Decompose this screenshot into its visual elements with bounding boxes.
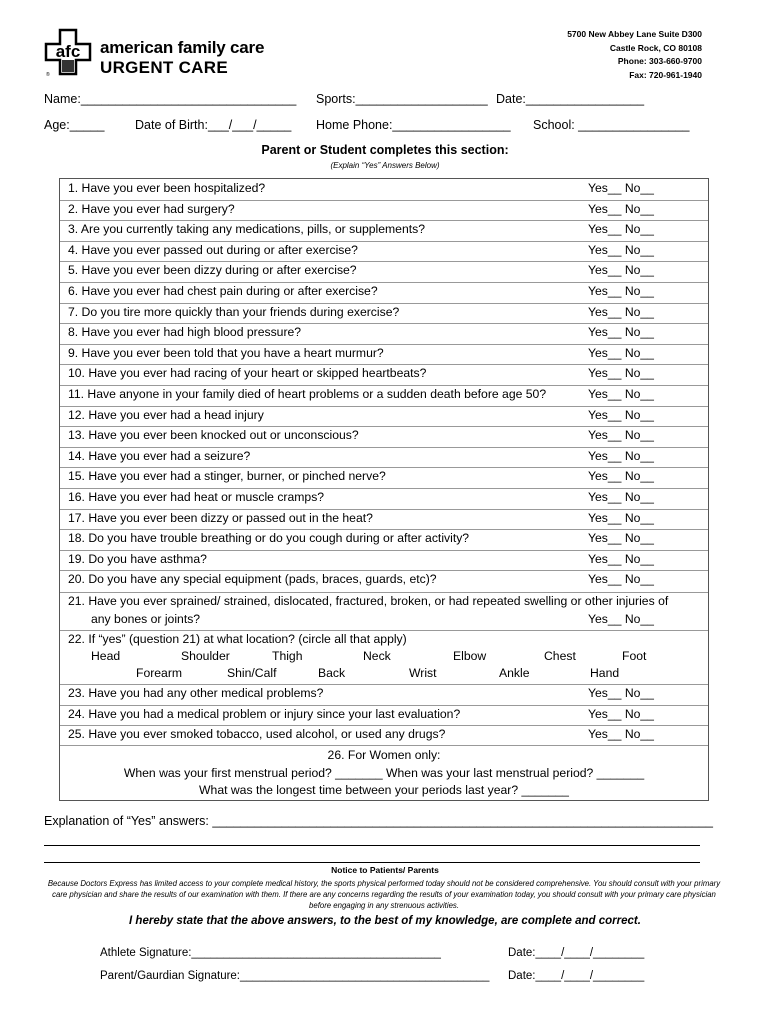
divider (60, 488, 708, 489)
divider (60, 426, 708, 427)
question-16-yes-no[interactable]: Yes__ No__ (588, 490, 654, 504)
question-23-yes-no[interactable]: Yes__ No__ (588, 686, 654, 700)
notice-title: Notice to Patients/ Parents (331, 865, 439, 875)
question-23: 23. Have you had any other medical problems? (68, 686, 324, 700)
divider (60, 447, 708, 448)
question-21-yes-no[interactable]: Yes__ No__ (588, 612, 654, 626)
question-26-title: 26. For Women only: (327, 748, 441, 762)
declaration: I hereby state that the above answers, to the best of my knowledge, are complete and correct. (129, 915, 641, 927)
question-15-yes-no[interactable]: Yes__ No__ (588, 469, 654, 484)
explanation-line[interactable] (44, 862, 700, 863)
svg-text:afc: afc (55, 42, 81, 61)
question-21-cont: any bones or joints? (91, 612, 201, 626)
athlete-date-field[interactable]: Date:____/____/________ (508, 947, 645, 959)
question-22: 22. If “yes” (question 21) at what location? (circle all that apply) (68, 632, 407, 646)
location-forearm[interactable]: Forearm (136, 666, 183, 680)
divider (60, 385, 708, 386)
question-3-yes-no[interactable]: Yes__ No__ (588, 222, 654, 237)
question-14-yes-no[interactable]: Yes__ No__ (588, 448, 654, 463)
athlete-signature-field[interactable]: Athlete Signature:_______________________________________ (100, 947, 441, 959)
date-field[interactable]: Date:_________________ (496, 92, 645, 106)
school-field[interactable]: School: ________________ (533, 118, 690, 132)
question-21: 21. Have you ever sprained/ strained, dislocated, fractured, broken, or had repeated swelling or other injuries of (68, 594, 669, 608)
location-thigh[interactable]: Thigh (272, 649, 303, 663)
question-13-yes-no[interactable]: Yes__ No__ (588, 428, 654, 443)
question-26-line2[interactable]: What was the longest time between your periods last year? _______ (199, 783, 569, 797)
question-24: 24. Have you had a medical problem or injury since your last evaluation? (68, 706, 461, 721)
question-19-yes-no[interactable]: Yes__ No__ (588, 551, 654, 566)
location-wrist[interactable]: Wrist (409, 666, 437, 680)
afc-cross-logo-icon (42, 26, 94, 78)
question-12: 12. Have you ever had a head injury (68, 407, 264, 422)
location-shin-calf[interactable]: Shin/Calf (227, 666, 277, 680)
divider (60, 592, 708, 593)
explanation-line[interactable] (44, 845, 700, 846)
questionnaire-box (59, 178, 709, 801)
parent-signature-field[interactable]: Parent/Gaurdian Signature:_______________________________________ (100, 970, 490, 982)
question-4: 4. Have you ever passed out during or after exercise? (68, 242, 358, 257)
question-16: 16. Have you ever had heat or muscle cramps? (68, 490, 325, 504)
fax-number: Fax: 720-961-1940 (629, 69, 702, 80)
question-6-yes-no[interactable]: Yes__ No__ (588, 284, 654, 298)
question-9: 9. Have you ever been told that you have a heart murmur? (68, 345, 384, 360)
sports-field[interactable]: Sports:___________________ (316, 92, 488, 106)
parent-date-field[interactable]: Date:____/____/________ (508, 970, 645, 982)
age-field[interactable]: Age:_____ (44, 118, 105, 132)
divider (60, 344, 708, 345)
question-12-yes-no[interactable]: Yes__ No__ (588, 407, 654, 422)
divider (60, 684, 708, 685)
question-7: 7. Do you tire more quickly than your friends during exercise? (68, 304, 400, 319)
divider (60, 725, 708, 726)
question-11: 11. Have anyone in your family died of heart problems or a sudden death before age 50? (68, 387, 547, 401)
divider (60, 705, 708, 706)
clinic-address (567, 28, 702, 82)
location-foot[interactable]: Foot (622, 649, 647, 663)
question-2: 2. Have you ever had surgery? (68, 201, 235, 216)
question-20: 20. Do you have any special equipment (pads, braces, guards, etc)? (68, 572, 437, 587)
section-subtitle: (Explain “Yes” Answers Below) (330, 161, 440, 170)
question-18: 18. Do you have trouble breathing or do you cough during or after activity? (68, 531, 470, 546)
location-shoulder[interactable]: Shoulder (181, 649, 230, 663)
question-25-yes-no[interactable]: Yes__ No__ (588, 727, 654, 742)
question-10: 10. Have you ever had racing of your heart or skipped heartbeats? (68, 366, 427, 381)
question-19: 19. Do you have asthma? (68, 551, 207, 566)
explanation-field[interactable]: Explanation of “Yes” answers: ________________________________________________________________________ (44, 814, 713, 828)
question-25: 25. Have you ever smoked tobacco, used alcohol, or used any drugs? (68, 727, 446, 742)
question-7-yes-no[interactable]: Yes__ No__ (588, 304, 654, 319)
location-elbow[interactable]: Elbow (453, 649, 487, 663)
question-1-yes-no[interactable]: Yes__ No__ (588, 181, 654, 195)
divider (60, 323, 708, 324)
question-11-yes-no[interactable]: Yes__ No__ (588, 387, 654, 401)
brand-tagline: URGENT CARE (100, 58, 228, 77)
divider (60, 570, 708, 571)
divider (60, 509, 708, 510)
question-13: 13. Have you ever been knocked out or unconscious? (68, 428, 359, 443)
divider (60, 303, 708, 304)
phone-number: Phone: 303-660-9700 (617, 56, 702, 66)
divider (60, 220, 708, 221)
location-head[interactable]: Head (91, 649, 121, 663)
question-17: 17. Have you ever been dizzy or passed out in the heat? (68, 510, 373, 525)
question-3: 3. Are you currently taking any medications, pills, or supplements? (68, 222, 426, 237)
question-2-yes-no[interactable]: Yes__ No__ (588, 201, 654, 216)
question-10-yes-no[interactable]: Yes__ No__ (588, 366, 654, 381)
divider (60, 745, 708, 746)
divider (60, 200, 708, 201)
section-title: Parent or Student completes this section: (261, 143, 509, 157)
question-5: 5. Have you ever been dizzy during or after exercise? (68, 263, 357, 278)
divider (60, 406, 708, 407)
brand-name: american family care (100, 38, 265, 57)
question-15: 15. Have you ever had a stinger, burner, or pinched nerve? (68, 469, 386, 484)
divider (60, 282, 708, 283)
svg-text:®: ® (46, 72, 50, 78)
question-8: 8. Have you ever had high blood pressure? (68, 325, 302, 340)
question-8-yes-no[interactable]: Yes__ No__ (588, 325, 654, 340)
name-field[interactable]: Name:_______________________________ (44, 92, 297, 106)
location-neck[interactable]: Neck (363, 649, 391, 663)
question-20-yes-no[interactable]: Yes__ No__ (588, 572, 654, 587)
question-18-yes-no[interactable]: Yes__ No__ (588, 531, 654, 546)
afc-logo (42, 26, 302, 82)
question-24-yes-no[interactable]: Yes__ No__ (588, 706, 654, 721)
question-1: 1. Have you ever been hospitalized? (68, 181, 266, 195)
divider (60, 241, 708, 242)
question-4-yes-no[interactable]: Yes__ No__ (588, 242, 654, 257)
question-9-yes-no[interactable]: Yes__ No__ (588, 345, 654, 360)
question-5-yes-no[interactable]: Yes__ No__ (588, 263, 654, 278)
question-17-yes-no[interactable]: Yes__ No__ (588, 510, 654, 525)
question-14: 14. Have you ever had a seizure? (68, 448, 251, 463)
location-hand[interactable]: Hand (590, 666, 620, 680)
divider (60, 467, 708, 468)
question-26-line1[interactable]: When was your first menstrual period? _______ When was your last menstrual period? _______ (123, 766, 645, 780)
home-phone-field[interactable]: Home Phone:_________________ (316, 118, 511, 132)
question-6: 6. Have you ever had chest pain during or after exercise? (68, 284, 378, 298)
dob-field[interactable]: Date of Birth:___/___/_____ (135, 118, 292, 132)
address-city: Castle Rock, CO 80108 (609, 42, 702, 53)
address-line: 5700 New Abbey Lane Suite D300 (567, 29, 702, 39)
location-chest[interactable]: Chest (544, 649, 576, 663)
location-ankle[interactable]: Ankle (499, 666, 530, 680)
notice-text: Because Doctors Express has limited access to your complete medical history, the sports physical performed today should not be considered comprehensive. You should consult with your primary care physician and share the results of our examination with them. If there are any concerns regarding the results of your examination today, you should consult with your primary care physician before engaging in any strenuous activities. (47, 879, 721, 910)
divider (60, 630, 708, 631)
divider (60, 261, 708, 262)
divider (60, 364, 708, 365)
divider (60, 550, 708, 551)
divider (60, 529, 708, 530)
location-back[interactable]: Back (318, 666, 346, 680)
